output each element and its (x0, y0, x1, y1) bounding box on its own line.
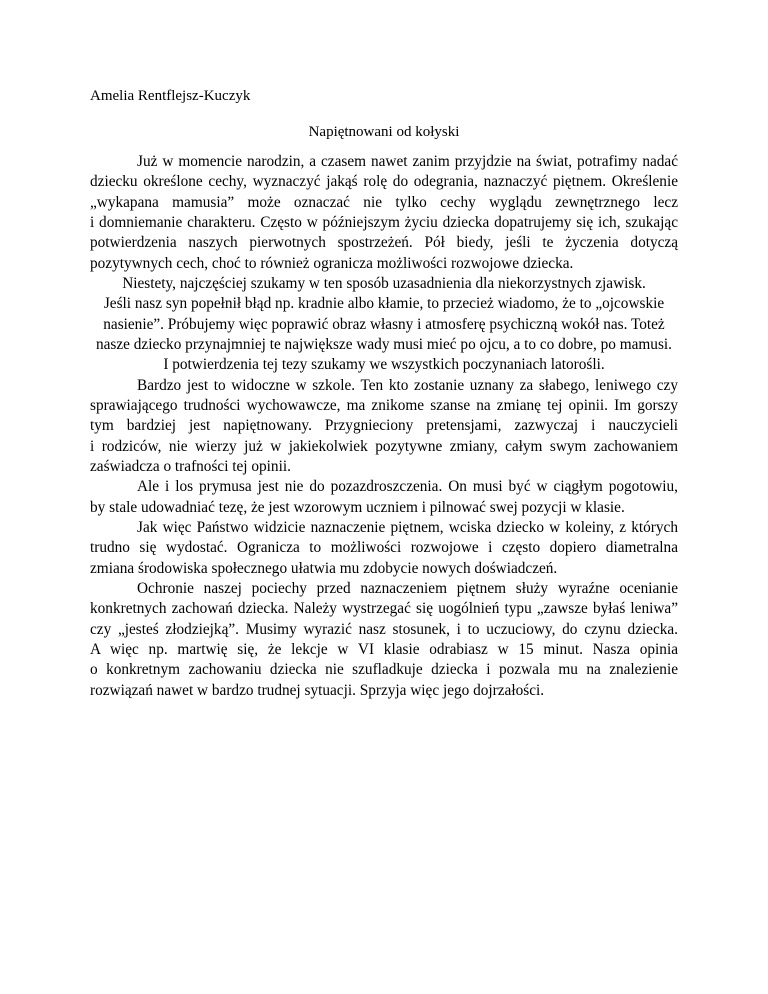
text-line: tym bardziej jest napiętnowany. Przygnieciony pretensjami, zazwyczaj i nauczycieli (90, 417, 678, 435)
text-line: Ochronie naszej pociechy przed naznaczeniem piętnem służy wyraźne ocenianie (137, 579, 678, 597)
text-line: o konkretnym zachowaniu dziecka nie szufladkuje dziecka i pozwala mu na znalezienie (90, 661, 678, 679)
text-line: Jak więc Państwo widzicie naznaczenie piętnem, wciska dziecko w koleiny, z których (137, 518, 678, 536)
text-line: I potwierdzenia tej tezy szukamy we wszystkich poczynaniach latorośli. (163, 356, 605, 374)
text-line: Ale i los prymusa jest nie do pozazdroszczenia. On musi być w ciągłym pogotowiu, (137, 478, 678, 496)
text-line: potwierdzenia naszych pierwotnych spostrzeżeń. Pół biedy, jeśli te życzenia dotyczą (90, 234, 678, 252)
text-line: nasienie”. Próbujemy więc poprawić obraz własny i atmosferę psychiczną wokół nas. Toteż (103, 315, 665, 333)
text-line: sprawiającego trudności wychowawcze, ma znikome szanse na zmianę tej opinii. Im gorszy (90, 396, 678, 414)
document-title: Napiętnowani od kołyski (308, 124, 460, 140)
text-line: trudno się wydostać. Ogranicza to możliwości rozwojowe i często dopiero diametralna (90, 539, 678, 557)
text-line: by stale udowadniać tezę, że jest wzorowym uczniem i pilnować swej pozycji w klasie. (90, 498, 625, 516)
author-name: Amelia Rentflejsz-Kuczyk (90, 88, 251, 104)
text-line: Niestety, najczęściej szukamy w ten sposób uzasadnienia dla niekorzystnych zjawisk. (122, 274, 646, 292)
text-line: i rodziców, nie wierzy już w jakiekolwiek pozytywne zmiany, całym swym zachowaniem (90, 437, 678, 455)
text-line: „wykapana mamusia” może oznaczać nie tylko cechy wyglądu zewnętrznego lecz (90, 193, 678, 211)
text-line: zaświadcza o trafności tej opinii. (90, 457, 291, 475)
text-line: dziecku określone cechy, wyznaczyć jakąś rolę do odegrania, naznaczyć piętnem. Określenie (90, 173, 678, 191)
text-line: konkretnych zachowań dziecka. Należy wystrzegać się uogólnień typu „zawsze byłaś leniwa” (90, 600, 678, 618)
text-line: zmiana środowiska społecznego ułatwia mu zdobycie nowych doświadczeń. (90, 559, 558, 577)
text-line: Bardzo jest to widoczne w szkole. Ten kto zostanie uznany za słabego, leniwego czy (137, 376, 678, 394)
text-line: Już w momencie narodzin, a czasem nawet zanim przyjdzie na świat, potrafimy nadać (137, 153, 678, 170)
text-line: nasze dziecko przynajmniej te największe wady musi mieć po ojcu, a to co dobre, po mamusi. (95, 335, 672, 353)
text-line: A więc np. martwię się, że lekcje w VI klasie odrabiasz w 15 minut. Nasza opinia (90, 640, 678, 658)
text-line: pozytywnych cech, choć to również ogranicza możliwości rozwojowe dziecka. (90, 254, 574, 272)
text-line: Jeśli nasz syn popełnił błąd np. kradnie albo kłamie, to przecież wiadomo, że to „ojcowskie (103, 295, 665, 313)
document-body (90, 152, 678, 701)
text-line: rozwiązań nawet w bardzo trudnej sytuacji. Sprzyja więc jego dojrzałości. (90, 681, 545, 699)
text-line: i domniemanie charakteru. Często w późniejszym życiu dziecka dopatrujemy się ich, szukając (90, 213, 678, 231)
text-line: czy „jesteś złodziejką”. Musimy wyrazić nasz stosunek, i to uczuciowy, do czynu dziecka. (90, 620, 678, 638)
